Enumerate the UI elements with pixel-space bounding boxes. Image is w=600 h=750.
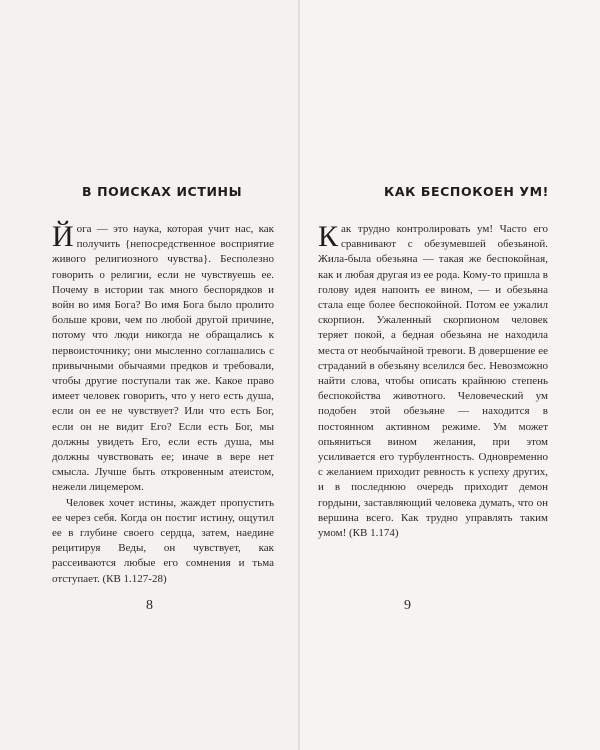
right-page [300,0,600,750]
left-page-body [52,222,274,587]
left-dropcap: Й [52,220,74,253]
right-page-body [318,222,548,541]
left-paragraph-1 [52,222,274,496]
left-page-number: 8 [146,598,153,613]
right-page-heading: КАК БЕСПОКОЕН УМ! [384,184,549,199]
left-paragraph-2: Человек хочет истины, жаждет пропустить ее через себя. Когда он постиг истину, ощутил ее в глубине своего сердца, затем, наедине рецитируя Веды, он чувствует, как рассеиваются любые его сомнения и тьма отступает. (КВ 1.127-28) [52,496,274,585]
right-paragraph-1 [318,222,548,541]
right-page-number: 9 [404,598,411,613]
right-dropcap: К [318,220,339,253]
left-page-heading: В ПОИСКАХ ИСТИНЫ [82,184,243,199]
left-paragraph-1-text: ога — это наука, которая учит нас, как получить {непосредственное восприятие живого религиозного чувства}. Бесполезно говорить о религии, если не чувствуешь ее. Почему в истории так много беспорядков и войн во имя Бога? Во имя Бога было пролито больше крови, чем по любой другой причине, потому что люди никогда не обращались к первоисточнику; они мысленно соглашались с привычными обычаями предков и требовали, чтобы другие поступали так же. Какое право имеет человек говорить, что у него есть душа, если он ее не чувствует? Или что есть Бог, если он не видит Его? Если есть Бог, мы должны увидеть Его, если есть душа, мы должны чувствовать ее; иначе в вере нет смысла. Лучше быть откровенным атеистом, нежели лицемером. [52,223,274,494]
right-paragraph-1-text: ак трудно контролировать ум! Часто его сравнивают с обезумевшей обезьяной. Жила-была обезьяна — такая же беспокойная, как и любая другая из ее рода. Кому-то пришла в голову идея напоить ее вином, — и обезьяна стала еще более беспокойной. Потом ее ужалил скорпион. Ужаленный скорпионом человек теряет покой, а бедная обезьяна не находила места от необычайной тревоги. В довершение ее страданий в обезьяну вселился бес. Невозможно найти слова, чтобы описать крайнюю степень беспокойства животного. Человеческий ум подобен этой обезьяне — находится в постоянном активном режиме. Ум может опьяниться вином желания, при этом усиливается его турбулентность. Одновременно с желанием приходит ревность к успеху других, и в последнюю очередь приходит демон гордыни, заставляющий человека думать, что он вершина всего. Как трудно управлять таким умом! (КВ 1.174) [318,223,548,540]
